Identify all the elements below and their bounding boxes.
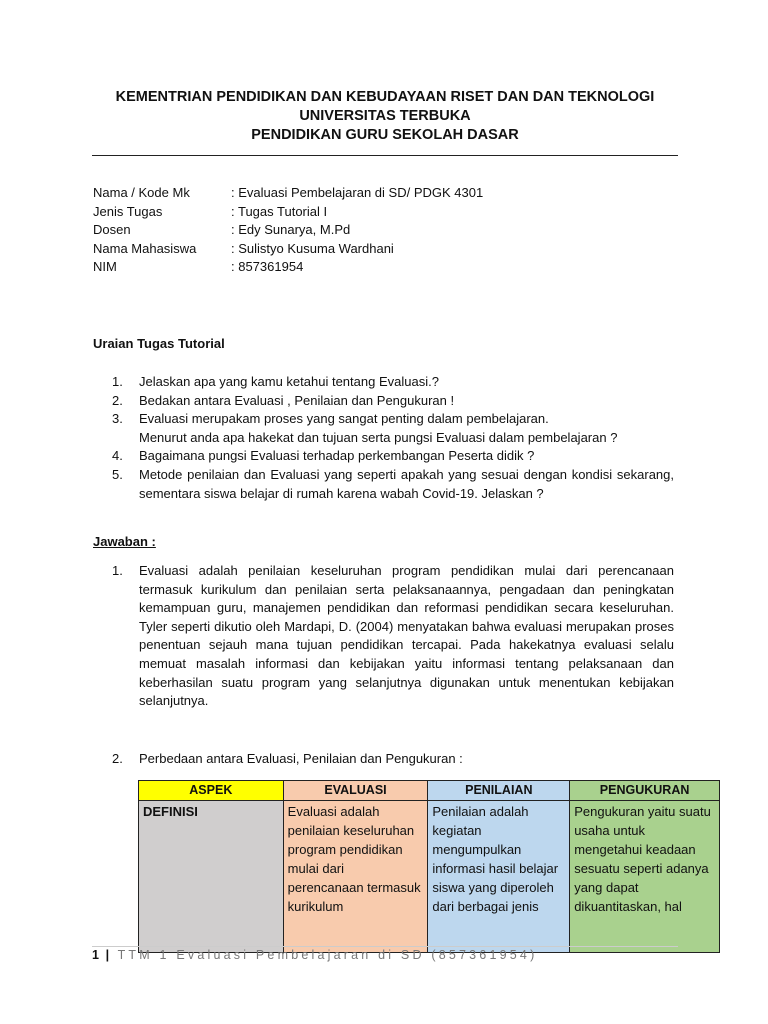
info-value: : 857361954: [231, 259, 304, 275]
university-title: UNIVERSITAS TERBUKA: [299, 108, 471, 124]
list-text: Bagaimana pungsi Evaluasi terhadap perkembangan Peserta didik ?: [139, 448, 535, 464]
page-footer: [92, 948, 537, 962]
table-row: [139, 801, 720, 953]
info-label: Jenis Tugas: [93, 203, 163, 219]
header-evaluasi: EVALUASI: [283, 781, 428, 801]
document-header: [92, 88, 678, 145]
program-title: PENDIDIKAN GURU SEKOLAH DASAR: [251, 127, 519, 143]
info-row-nim: [93, 258, 483, 277]
list-item: [112, 750, 674, 769]
ministry-title: KEMENTRIAN PENDIDIKAN DAN KEBUDAYAAN RISET DAN DAN TEKNOLOGI: [115, 89, 655, 105]
footer-separator: |: [105, 948, 110, 962]
info-value: : Edy Sunarya, M.Pd: [231, 222, 351, 238]
cell-pengukuran: Pengukuran yaitu suatu usaha untuk mengetahui keadaan sesuatu seperti adanya yang dapat dikuantitaskan, hal: [570, 801, 720, 953]
list-text: Evaluasi adalah penilaian keseluruhan program pendidikan mulai dari perencanaan termasuk kurikulum dan penilaian serta pelaksanaannya, pengadaan dan peningkatan kemampuan guru, manajemen pendidikan dan reformasi pendidikan secara keseluruhan. Tyler seperti dikutio oleh Mardapi, D. (2004) menyatakan bahwa evaluasi merupakan proses penentuan sejauh mana tujuan pendidikan tercapai. Pada hakekatnya evaluasi selalu memuat masalah informasi dan kebijakan yaitu informasi tentang pelaksanaan dan keberhasilan suatu program yang selanjutnya digunakan untuk menentukan kebijakan selanjutnya.: [139, 563, 674, 709]
header-pengukuran: PENGUKURAN: [570, 781, 720, 801]
list-text-line: Evaluasi merupakam proses yang sangat penting dalam pembelajaran.: [139, 411, 549, 427]
list-item: [112, 447, 674, 466]
table-header-row: [139, 781, 720, 801]
list-text: Bedakan antara Evaluasi , Penilaian dan Pengukuran !: [139, 392, 455, 408]
page-number: 1: [92, 948, 99, 962]
header-penilaian: PENILAIAN: [428, 781, 570, 801]
list-text: [139, 410, 674, 447]
header-divider: [92, 155, 678, 156]
list-number: 1.: [112, 374, 123, 389]
info-label: Dosen: [93, 222, 131, 238]
info-label: NIM: [93, 259, 117, 275]
answer-list-2: [112, 750, 674, 769]
info-label: Nama / Kode Mk: [93, 185, 190, 200]
list-text: Jelaskan apa yang kamu ketahui tentang Evaluasi.?: [139, 374, 439, 389]
answer-list: [112, 562, 674, 711]
info-row-student-name: [93, 240, 483, 259]
task-section-title: Uraian Tugas Tutorial: [93, 336, 225, 351]
info-row-lecturer: [93, 221, 483, 240]
list-item: [112, 373, 674, 392]
answer-section-title: Jawaban :: [93, 534, 156, 549]
list-number: 2.: [112, 751, 123, 766]
header-aspek: ASPEK: [139, 781, 284, 801]
list-text-line: Menurut anda apa hakekat dan tujuan serta pungsi Evaluasi dalam pembelajaran ?: [139, 429, 618, 445]
list-item: [112, 466, 674, 503]
footer-divider: [92, 946, 678, 947]
cell-penilaian: Penilaian adalah kegiatan mengumpulkan informasi hasil belajar siswa yang diperoleh dari berbagai jenis: [428, 801, 570, 953]
list-text: Metode penilaian dan Evaluasi yang seperti apakah yang sesuai dengan kondisi sekarang, sementara siswa belajar di rumah karena wabah Covid-19. Jelaskan ?: [139, 466, 674, 501]
info-value: : Sulistyo Kusuma Wardhani: [231, 240, 394, 256]
task-list: [112, 373, 674, 503]
list-item: [112, 410, 674, 447]
list-number: 2.: [112, 392, 123, 408]
cell-aspek: DEFINISI: [139, 801, 284, 953]
comparison-table: [138, 780, 720, 953]
list-number: 5.: [112, 466, 123, 482]
student-info: [93, 184, 483, 277]
info-row-task-type: [93, 203, 483, 222]
info-value: : Tugas Tutorial I: [231, 203, 328, 219]
info-row-course: [93, 184, 483, 203]
info-value: : Evaluasi Pembelajaran di SD/ PDGK 4301: [231, 185, 484, 200]
list-text: Perbedaan antara Evaluasi, Penilaian dan Pengukuran :: [139, 751, 463, 766]
list-item: [112, 392, 674, 411]
list-number: 4.: [112, 448, 123, 464]
list-number: 3.: [112, 411, 123, 427]
cell-evaluasi: Evaluasi adalah penilaian keseluruhan program pendidikan mulai dari perencanaan termasuk kurikulum: [283, 801, 428, 953]
footer-text: TTM 1 Evaluasi Pembelajaran di SD (857361954): [117, 948, 538, 962]
list-number: 1.: [112, 563, 123, 578]
info-label: Nama Mahasiswa: [93, 240, 197, 256]
list-item: [112, 562, 674, 711]
